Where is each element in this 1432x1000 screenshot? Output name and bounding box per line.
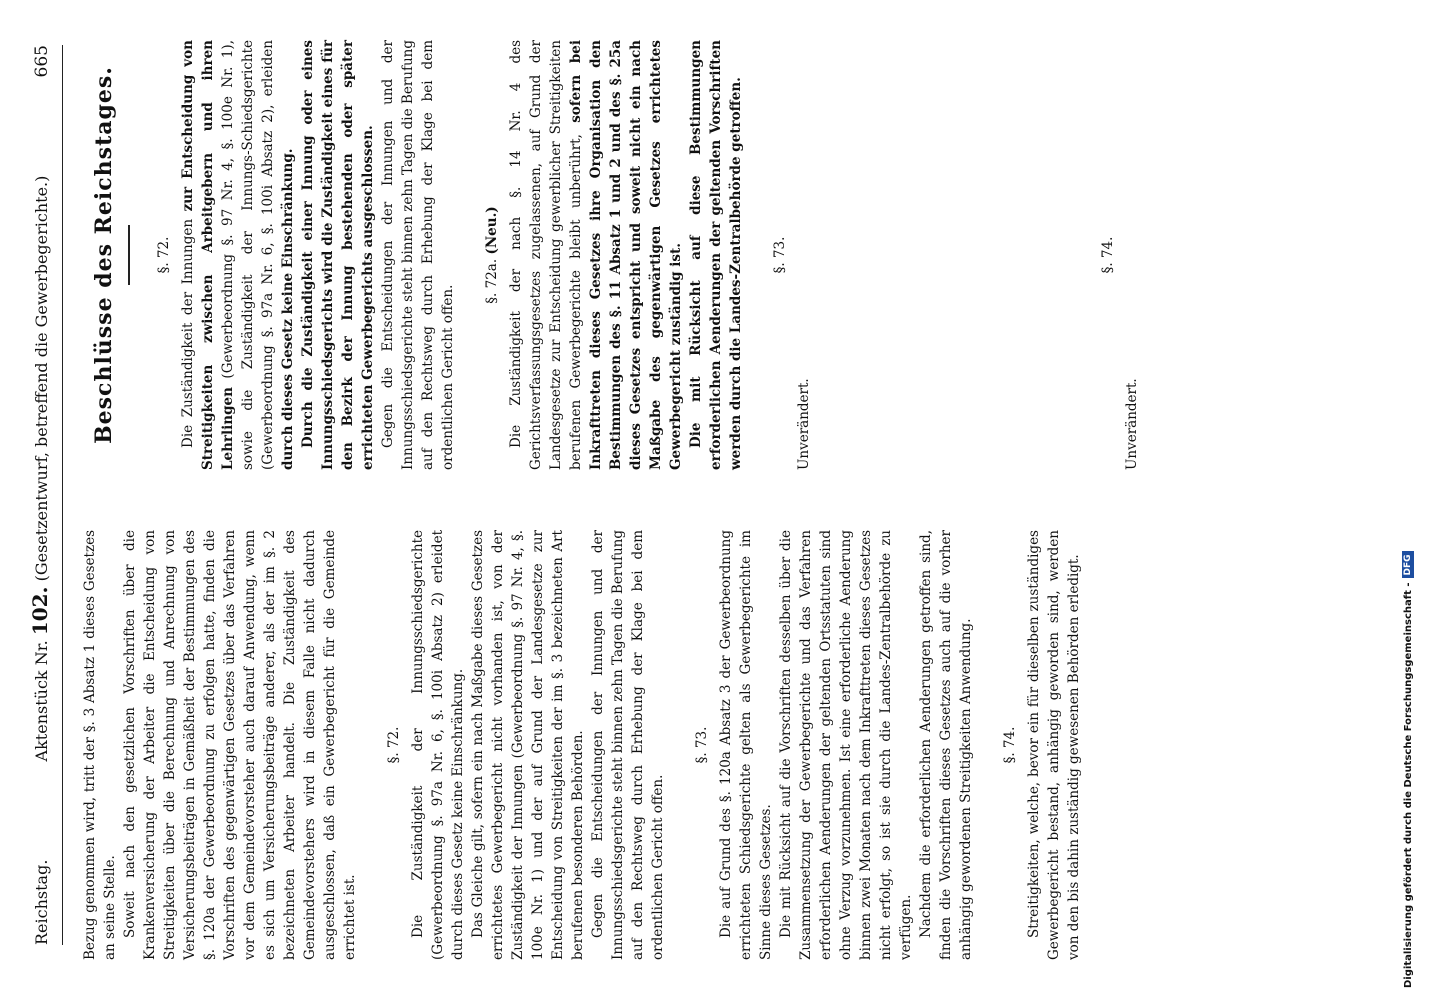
left-s73-p2: Die mit Rücksicht auf die Vorschriften desselben über die Zusammensetzung der Gewerbegerichte und das Verfahren erforderlichen Aenderungen der geltenden Ortsstatuten sind ohne Verzug vorzunehmen. Ist eine erforderliche Aenderung binnen zwei Monaten nach dem Inkrafttreten dieses Gesetzes nicht erfolgt, so ist sie durch die Landes-Zentralbehörde zu verfügen. <box>778 530 914 960</box>
header-left: Reichstag. <box>32 859 51 945</box>
left-s74-p1: Streitigkeiten, welche, bevor ein für dieselben zuständiges Gewerbegericht bestand, anhängig geworden sind, werden von den bis dahin zuständig gewesenen Behörden erledigt. <box>1026 530 1082 960</box>
left-s74-title: §. 74. <box>1002 726 1018 764</box>
right-s72a-p1-a: Die Zuständigkeit der nach §. 14 Nr. 4 des Gerichtsverfassungsgesetzes zugelassenen, auf Grund der Landesgesetze zur Entscheidung gewerblicher Streitigkeiten berufenen Gewerbegerichte bleibt unberührt, <box>508 40 584 470</box>
intro-paragraph: Bezug genommen wird, tritt der §. 3 Absatz 1 dieses Gesetzes an seine Stelle. <box>82 530 118 960</box>
left-s72-p2: Das Gleiche gilt, sofern ein nach Maßgabe dieses Gesetzes errichtetes Gewerbegericht nicht vorhanden ist, von der Zuständigkeit der Innungen (Gewerbeordnung §. 97 Nr. 4, §. 100e Nr. 1) und der auf Grund der Landesgesetze zur Entscheidung von Streitigkeiten der im §. 3 bezeichneten Art berufenen besonderen Behörden. <box>470 530 586 960</box>
right-s72a-title <box>482 40 502 470</box>
right-s74-title: §. 74. <box>1100 236 1116 274</box>
right-s74-text: Unverändert. <box>1124 378 1140 470</box>
left-s73-title: §. 73. <box>694 726 710 764</box>
funding-sidebar <box>1402 10 1422 990</box>
funding-text: Digitalisierung gefördert durch die Deutsche Forschungsgemeinschaft - <box>1402 582 1414 988</box>
right-s72a-new: (Neu.) <box>484 206 500 255</box>
right-s72a-number: §. 72a. <box>484 258 500 304</box>
header-prefix: Aktenstück Nr. <box>32 640 51 762</box>
right-s72-p1-a: Die Zuständigkeit der Innungen <box>180 218 196 448</box>
spacer <box>814 40 1074 470</box>
left-s72-p1: Die Zuständigkeit der Innungsschiedsgerichte (Gewerbeordnung §. 97a Nr. 6, §. 100i Absatz 2) erleidet durch dieses Gesetz keine Einschränkung. <box>410 530 466 960</box>
header-number: 102. <box>28 586 52 636</box>
right-s72-p1-c: (Gewerbeordnung §. 97 Nr. 4, §. 100e Nr. 1), sowie die Zuständigkeit der Innungs-Schiedsgerichte (Gewerbeordnung §. 97a Nr. 6, §. 100i Absatz 2), erleiden <box>220 40 276 470</box>
running-header <box>28 45 58 945</box>
right-s72a-p1 <box>506 40 686 470</box>
page-number: 665 <box>32 45 52 78</box>
left-s73-p1: Die auf Grund des §. 120a Absatz 3 der Gewerbeordnung errichteten Schiedsgerichte gelten als Gewerbegerichte im Sinne dieses Gesetzes. <box>718 530 774 960</box>
right-column <box>80 40 1142 470</box>
header-center <box>28 77 52 859</box>
right-s73-text: Unverändert. <box>796 378 812 470</box>
right-s72a-p1-b: sofern bei Inkrafttreten dieses Gesetzes ihre Organisation den Bestimmungen des §. 11 Absatz 1 und 2 und des §. 25a dieses Gesetzes entspricht und soweit nicht ein nach Maßgabe des gegenwärtigen Gesetzes errichtetes Gewerbegericht zuständig ist. <box>568 40 684 470</box>
right-s73-title: §. 73. <box>772 236 788 274</box>
right-s72-p1-b: zur Entscheidung von Streitigkeiten zwischen Arbeitgebern und ihren Lehrlingen <box>180 40 236 470</box>
right-heading-rule <box>128 225 130 285</box>
funding-note <box>1402 8 1414 988</box>
right-s72-title: §. 72. <box>156 236 172 274</box>
right-s72-p2: Durch die Zuständigkeit einer Innung oder eines Innungsschiedsgerichts wird die Zuständigkeit eines für den Bezirk der Innung bestehenden oder später errichteten Gewerbegerichts ausgeschlossen. <box>300 40 376 470</box>
left-column <box>80 530 1084 960</box>
left-s72-title: §. 72. <box>386 726 402 764</box>
dfg-logo: DFG <box>1402 551 1414 578</box>
right-s72-p3: Gegen die Entscheidungen der Innungen und der Innungsschiedsgerichte steht binnen zehn Tagen die Berufung auf den Rechtsweg durch Erhebung der Klage bei dem ordentlichen Gericht offen. <box>380 40 456 470</box>
header-rule <box>62 45 63 945</box>
right-s72a-p2: Die mit Rücksicht auf diese Bestimmungen erforderlichen Aenderungen der geltenden Vorschriften werden durch die Landes-Zentralbehörde getroffen. <box>688 40 744 470</box>
left-s72-p3: Gegen die Entscheidungen der Innungen und der Innungsschiedsgerichte steht binnen zehn Tagen die Berufung auf den Rechtsweg durch Erhebung der Klage bei dem ordentlichen Gericht offen. <box>590 530 666 960</box>
right-s72-p1-d: durch dieses Gesetz keine Einschränkung. <box>280 148 296 470</box>
right-heading: Beschlüsse des Reichstages. <box>91 66 117 444</box>
intro-paragraph-2: Soweit nach den gesetzlichen Vorschriften über die Krankenversicherung der Arbeiter die Entscheidung von Streitigkeiten über die Berechnung und Anrechnung von Versicherungsbeiträgen in Gemäßheit der Bestimmungen des §. 120a der Gewerbeordnung zu erfolgen hatte, finden die Vorschriften des gegenwärtigen Gesetzes über das Verfahren vor dem Gemeindevorsteher auch darauf Anwendung, wenn es sich um Versicherungsbeiträge anderer, als der im §. 2 bezeichneten Arbeiter handelt. Die Zuständigkeit des Gemeindevorstehers wird in diesem Falle nicht dadurch ausgeschlossen, daß ein Gewerbegericht für die Gemeinde errichtet ist. <box>122 530 358 960</box>
right-s72-p1 <box>178 40 298 470</box>
left-s73-p3: Nachdem die erforderlichen Aenderungen getroffen sind, finden die Vorschriften dieses Gesetzes auch auf die vorher anhängig gewordenen Streitigkeiten Anwendung. <box>918 530 974 960</box>
header-suffix: (Gesetzentwurf, betreffend die Gewerbegerichte.) <box>32 175 51 582</box>
